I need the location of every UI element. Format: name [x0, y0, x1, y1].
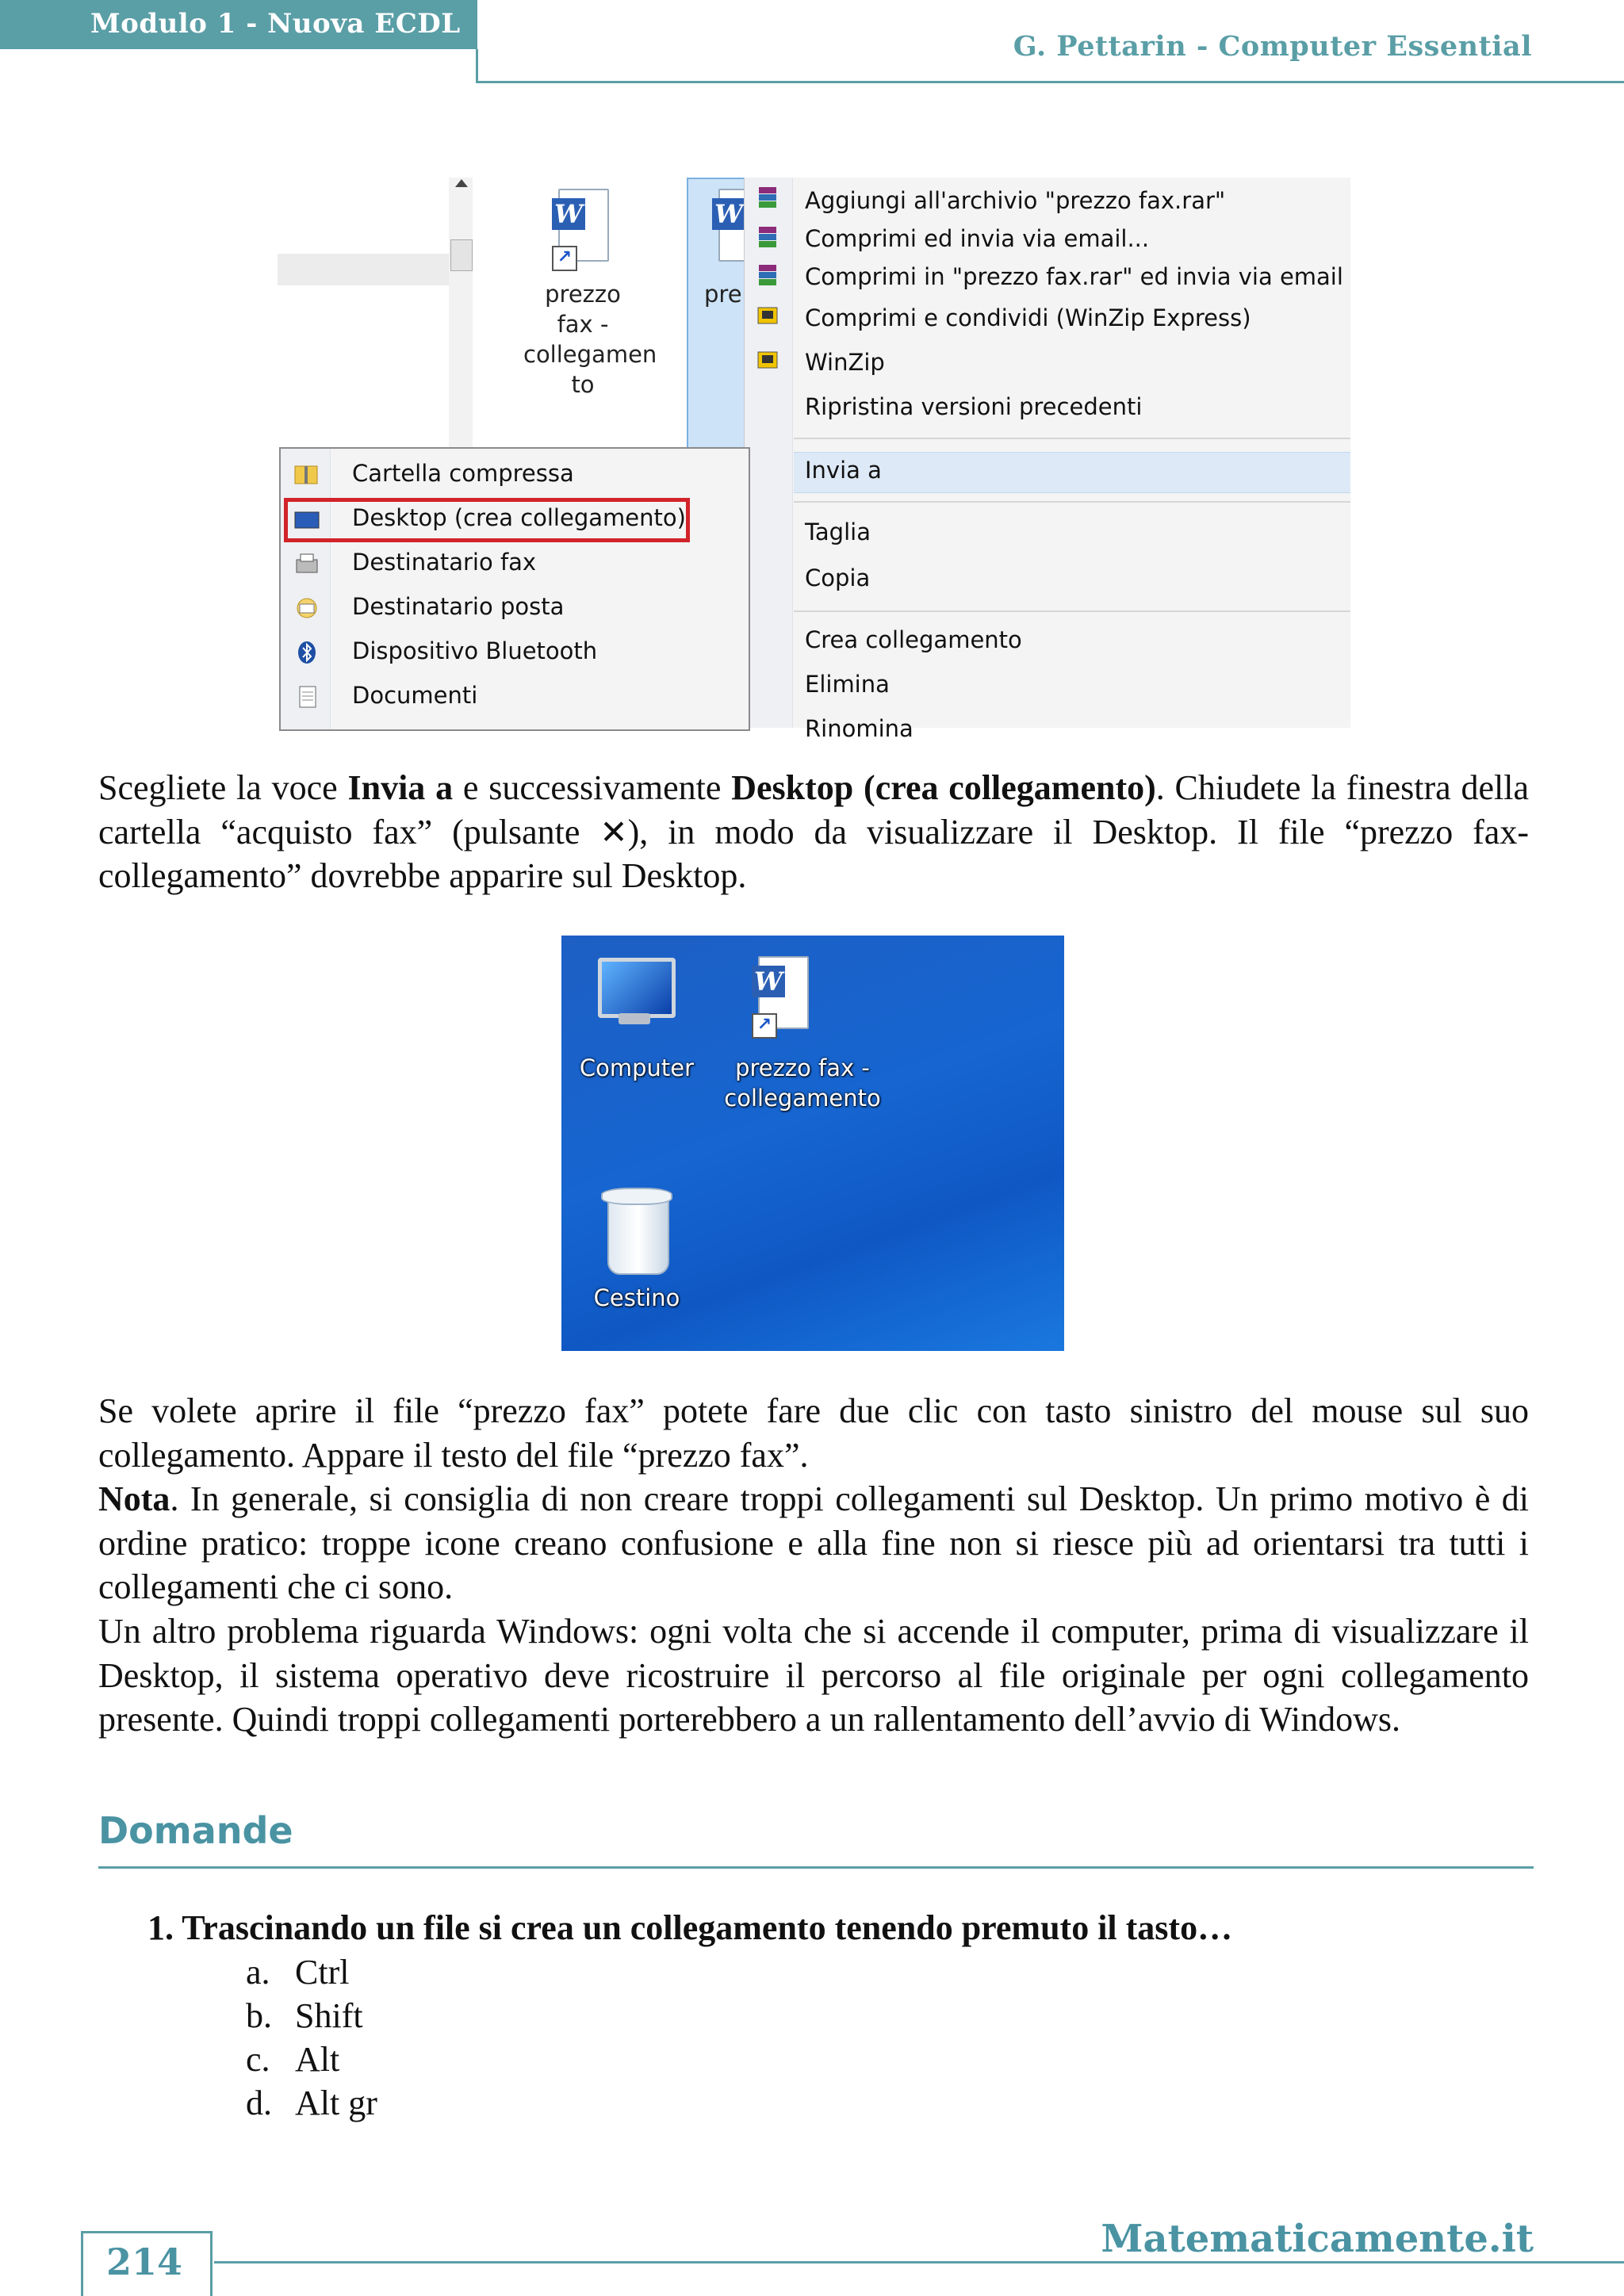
mail-icon [293, 596, 320, 620]
menu-item-copy[interactable]: Copia [805, 564, 871, 591]
submenu-item-desktop[interactable]: Desktop (crea collegamento) [352, 504, 686, 531]
question: 1. Trascinando un file si crea un collegamento tenendo premuto il tasto… [147, 1908, 1233, 1947]
footer-rule [214, 2261, 1624, 2263]
recycle-bin-icon[interactable] [601, 1188, 672, 1275]
send-to-submenu [279, 447, 750, 731]
menu-item-rename[interactable]: Rinomina [805, 715, 914, 742]
compressed-folder-icon [293, 461, 320, 485]
menu-item-delete[interactable]: Elimina [805, 671, 890, 698]
documents-icon [293, 685, 320, 709]
option-a: a. Ctrl [246, 1953, 350, 1992]
menu-item-winzip[interactable]: WinZip [805, 349, 885, 376]
close-icon: ✕ [599, 812, 628, 851]
winrar-icon [756, 186, 779, 209]
submenu-item-documents[interactable]: Documenti [352, 682, 478, 709]
menu-item-create-shortcut[interactable]: Crea collegamento [805, 626, 1022, 653]
paragraph-windows: Un altro problema riguarda Windows: ogni volta che si accende il computer, prima di visualizzare il Desktop, il sistema operativo deve ricostruire il percorso al file originale per ogni collegamento presente. Quindi troppi collegamenti porterebbero a un rallentamento dell’avvio di Windows. [98, 1612, 1529, 1739]
winrar-icon [756, 225, 779, 249]
word-icon[interactable]: W [712, 184, 768, 263]
recycle-bin-label: Cestino [593, 1284, 680, 1311]
header-tab [0, 0, 477, 49]
highlight-box [284, 498, 690, 542]
submenu-item-compressed[interactable]: Cartella compressa [352, 460, 574, 487]
scrollbar[interactable] [449, 178, 473, 447]
winrar-icon [756, 263, 779, 287]
computer-icon[interactable] [592, 958, 671, 1029]
file-label-partial: pre [704, 281, 742, 308]
submenu-item-bluetooth[interactable]: Dispositivo Bluetooth [352, 637, 598, 664]
option-d: d. Alt gr [246, 2084, 377, 2122]
fax-icon [293, 552, 320, 576]
desktop-screenshot [561, 936, 1064, 1351]
word-shortcut-icon[interactable]: W ↗ [752, 951, 807, 1031]
submenu-item-mail[interactable]: Destinatario posta [352, 593, 565, 620]
menu-item-add-archive[interactable]: Aggiungi all'archivio "prezzo fax.rar" [805, 187, 1226, 214]
paragraph-open-file: Se volete aprire il file “prezzo fax” potete fare due clic con tasto sinistro del mouse sul suo collegamento. Appare il testo del file “prezzo fax”. [98, 1391, 1529, 1475]
menu-item-compress-rar-email[interactable]: Comprimi in "prezzo fax.rar" ed invia via email [805, 263, 1343, 290]
menu-item-send-to[interactable]: Invia a [805, 457, 882, 484]
menu-item-restore[interactable]: Ripristina versioni precedenti [805, 393, 1143, 420]
bluetooth-icon [293, 641, 320, 664]
option-c: c. Alt [246, 2040, 340, 2079]
menu-item-compress-email[interactable]: Comprimi ed invia via email... [805, 225, 1150, 252]
option-b: b. Shift [246, 1996, 363, 2035]
footer-site: Matematicamente.it [1101, 2217, 1534, 2261]
context-menu [744, 178, 1350, 742]
header-rule [477, 81, 1624, 83]
winzip-icon [756, 304, 779, 328]
paragraph-instructions: Scegliete la voce Invia a e successivamente Desktop (crea collegamento). Chiudete la finestra della cartella “acquisto fax” (pulsante ✕), in modo da visualizzare il Desktop. Il file “prezzo fax-collegamento” dovrebbe apparire sul Desktop. [98, 768, 1530, 895]
word-shortcut-icon[interactable]: W ↗ [552, 184, 607, 263]
scrollbar-thumb[interactable] [450, 239, 473, 271]
menu-item-compress-share[interactable]: Comprimi e condividi (WinZip Express) [805, 304, 1251, 331]
menu-item-cut[interactable]: Taglia [805, 519, 871, 545]
paragraph-note: Nota. In generale, si consiglia di non creare troppi collegamenti sul Desktop. Un primo motivo è di ordine pratico: troppe icone creano confusione e alla fine non si riesce più ad orientarsi tra tutti i collegamenti che ci sono. [98, 1479, 1529, 1606]
computer-label: Computer [579, 1054, 695, 1081]
shortcut-label: prezzo fax - collegamento [724, 1054, 881, 1112]
explorer-nav-bar [278, 254, 449, 285]
file-label: prezzo fax - collegamen to [523, 281, 657, 398]
submenu-item-fax[interactable]: Destinatario fax [352, 549, 537, 576]
page-number: 214 [106, 2241, 183, 2283]
scroll-up-icon[interactable] [455, 179, 468, 187]
winzip-icon [756, 349, 779, 373]
header-author: G. Pettarin - Computer Essential [1013, 30, 1532, 63]
section-rule [98, 1866, 1534, 1869]
header-module: Modulo 1 - Nuova ECDL [90, 8, 461, 40]
header-divider [476, 49, 478, 83]
section-title: Domande [98, 1809, 293, 1852]
context-menu-screenshot [278, 178, 1350, 742]
